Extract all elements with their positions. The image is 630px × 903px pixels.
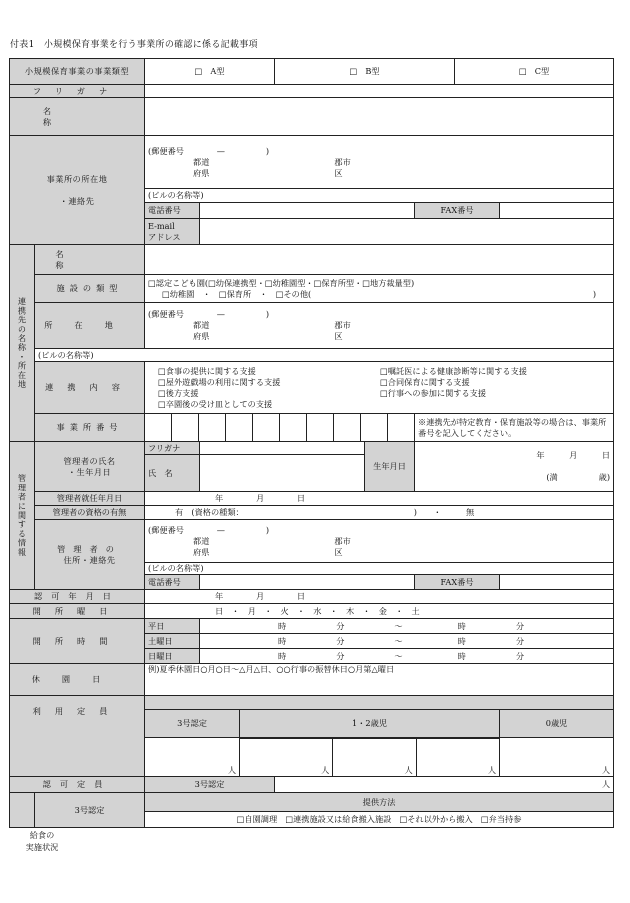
meals-method-label: 提供方法 — [145, 793, 614, 812]
approved-capacity-cert3-label: 3号認定 — [145, 777, 275, 793]
capacity-age2-field[interactable]: 人 — [333, 739, 416, 776]
manager-side-label: 管理者に関する情報 — [10, 442, 35, 590]
capacity-age0-field[interactable]: 人 — [500, 738, 614, 777]
manager-building-field[interactable]: (ビルの名称等) — [145, 563, 614, 575]
capacity-age-grid — [240, 738, 500, 777]
coop-after-graduation-checkbox[interactable]: □卒園後の受け皿としての支援 — [158, 398, 273, 409]
office-fax-label: FAX番号 — [415, 203, 500, 219]
open-days-field[interactable]: 日 ・ 月 ・ 火 ・ 水 ・ 木 ・ 金 ・ 土 — [145, 604, 614, 619]
manager-tel-label: 電話番号 — [145, 575, 200, 590]
document-title: 付表1 小規模保育事業を行う事業所の確認に係る記載事項 — [10, 40, 258, 50]
furigana-label: フリガナ — [10, 85, 145, 98]
sunday-label: 日曜日 — [145, 649, 200, 664]
capacity-cert3-label: 3号認定 — [145, 710, 240, 738]
partner-name-field[interactable] — [145, 245, 614, 275]
manager-birth-label: 生年月日 — [365, 442, 415, 492]
manager-furigana-label: フリガナ — [145, 442, 200, 455]
manager-start-label: 管理者就任年月日 — [35, 492, 145, 506]
manager-fax-label: FAX番号 — [415, 575, 500, 590]
type-b-checkbox[interactable]: □ B型 — [275, 59, 455, 85]
partner-facility-type-field[interactable]: □認定こども園(□幼保連携型・□幼稚園型・□保育所型・□地方裁量型) □幼稚園 ・ □保育所 ・ □その他( ) — [145, 275, 614, 303]
sunday-hours-field[interactable]: 時 分 〜 時 分 — [200, 649, 614, 664]
office-email-label: E-mail アドレス — [145, 219, 200, 245]
capacity-header-band — [145, 696, 614, 710]
manager-fax-field[interactable] — [500, 575, 614, 590]
holiday-label: 休園日 — [10, 664, 145, 696]
coop-doctor-checkbox[interactable]: □嘱託医による健康診断等に関する支援 — [380, 365, 527, 376]
manager-qual-field[interactable]: 有 (資格の種類： ) ・ 無 — [145, 506, 614, 520]
partner-facility-type-label: 施設の類型 — [35, 275, 145, 303]
capacity-age1-field[interactable]: 人 — [487, 765, 497, 775]
partner-side-label: 連携先の名称・所在地 — [10, 245, 35, 442]
manager-name-label: 管理者の氏名 ・生年月日 — [35, 442, 145, 492]
approved-capacity-label: 認可定員 — [10, 777, 145, 793]
open-hours-label: 開所時間 — [10, 619, 145, 664]
business-type-label: 小規模保育事業の事業類型 — [10, 59, 145, 85]
name-field[interactable] — [145, 98, 614, 136]
partner-location-label: 所在地 — [35, 303, 145, 349]
partner-name-label: 名称 — [35, 245, 145, 275]
manager-shimei-label: 氏 名 — [145, 455, 200, 492]
coop-joint-care-checkbox[interactable]: □合同保育に関する支援 — [380, 376, 470, 387]
manager-address-label: 管理者の 住所・連絡先 — [35, 520, 145, 590]
approval-date-field[interactable]: 年 月 日 — [145, 590, 614, 604]
capacity-cert3-field[interactable]: 人 — [145, 738, 240, 777]
office-tel-label: 電話番号 — [145, 203, 200, 219]
manager-birth-field[interactable]: 年 月 日 (満 歳) — [415, 442, 614, 492]
office-fax-field[interactable] — [500, 203, 614, 219]
partner-coop-label: 連携内容 — [35, 362, 145, 414]
type-a-checkbox[interactable]: □ A型 — [145, 59, 275, 85]
partner-location-field[interactable]: (郵便番号 — ) 都道 郡市 府県 区 — [145, 303, 614, 349]
name-label: 名称 — [10, 98, 145, 136]
furigana-field[interactable] — [145, 85, 614, 98]
office-email-field[interactable] — [200, 219, 614, 245]
weekday-label: 平日 — [145, 619, 200, 634]
partner-office-no-field[interactable] — [145, 414, 415, 442]
capacity-age12-field[interactable]: 人 — [240, 739, 333, 776]
capacity-age12-label: 1・2歳児 — [240, 710, 500, 738]
manager-tel-field[interactable] — [200, 575, 415, 590]
type-c-checkbox[interactable]: □ C型 — [455, 59, 614, 85]
office-building-field[interactable]: (ビルの名称等) — [145, 189, 614, 203]
manager-qual-label: 管理者の資格の有無 — [35, 506, 145, 520]
registration-form — [9, 58, 614, 828]
partner-building-field[interactable]: (ビルの名称等) — [35, 349, 614, 362]
saturday-label: 土曜日 — [145, 634, 200, 649]
meals-method-options[interactable]: □自園調理 □連携施設又は給食搬入施設 □それ以外から搬入 □弁当持参 — [145, 812, 614, 828]
approval-date-label: 認可年月日 — [10, 590, 145, 604]
office-address-label: 事業所の所在地 ・連絡先 — [10, 136, 145, 245]
meals-label — [10, 793, 35, 828]
manager-name-field[interactable] — [200, 455, 365, 492]
partner-office-no-label: 事業所番号 — [35, 414, 145, 442]
saturday-hours-field[interactable]: 時 分 〜 時 分 — [200, 634, 614, 649]
office-address-field[interactable]: (郵便番号 — ) 都道 郡市 府県 区 — [145, 136, 614, 189]
office-tel-field[interactable] — [200, 203, 415, 219]
open-days-label: 開所曜日 — [10, 604, 145, 619]
partner-coop-field[interactable] — [145, 362, 614, 414]
manager-address-field[interactable]: (郵便番号 — ) 都道 郡市 府県 区 — [145, 520, 614, 563]
capacity-age2-label — [334, 738, 417, 739]
coop-events-checkbox[interactable]: □行事への参加に関する支援 — [380, 387, 487, 398]
partner-office-no-note: ※連携先が特定教育・保育施設等の場合は、事業所番号を記入してください。 — [415, 414, 614, 442]
capacity-label: 利用定員 — [10, 696, 145, 777]
capacity-age0-label: 0歳児 — [500, 710, 614, 738]
approved-capacity-field[interactable]: 人 — [275, 777, 614, 793]
capacity-age1-label — [417, 738, 499, 739]
manager-furigana-field[interactable] — [200, 442, 365, 455]
meals-label-text: 給食の 実施状況 — [25, 830, 59, 852]
coop-meal-checkbox[interactable]: □食事の提供に関する支援 — [158, 365, 256, 376]
coop-playground-checkbox[interactable]: □屋外遊戯場の利用に関する支援 — [158, 376, 281, 387]
manager-start-field[interactable]: 年 月 日 — [145, 492, 614, 506]
weekday-hours-field[interactable]: 時 分 〜 時 分 — [200, 619, 614, 634]
holiday-field[interactable]: 例)夏季休園日○月○日〜△月△日、○○行事の振替休日○月第△曜日 — [145, 664, 614, 696]
coop-backup-checkbox[interactable]: □後方支援 — [158, 387, 199, 398]
meals-cert3-label: 3号認定 — [35, 793, 145, 828]
